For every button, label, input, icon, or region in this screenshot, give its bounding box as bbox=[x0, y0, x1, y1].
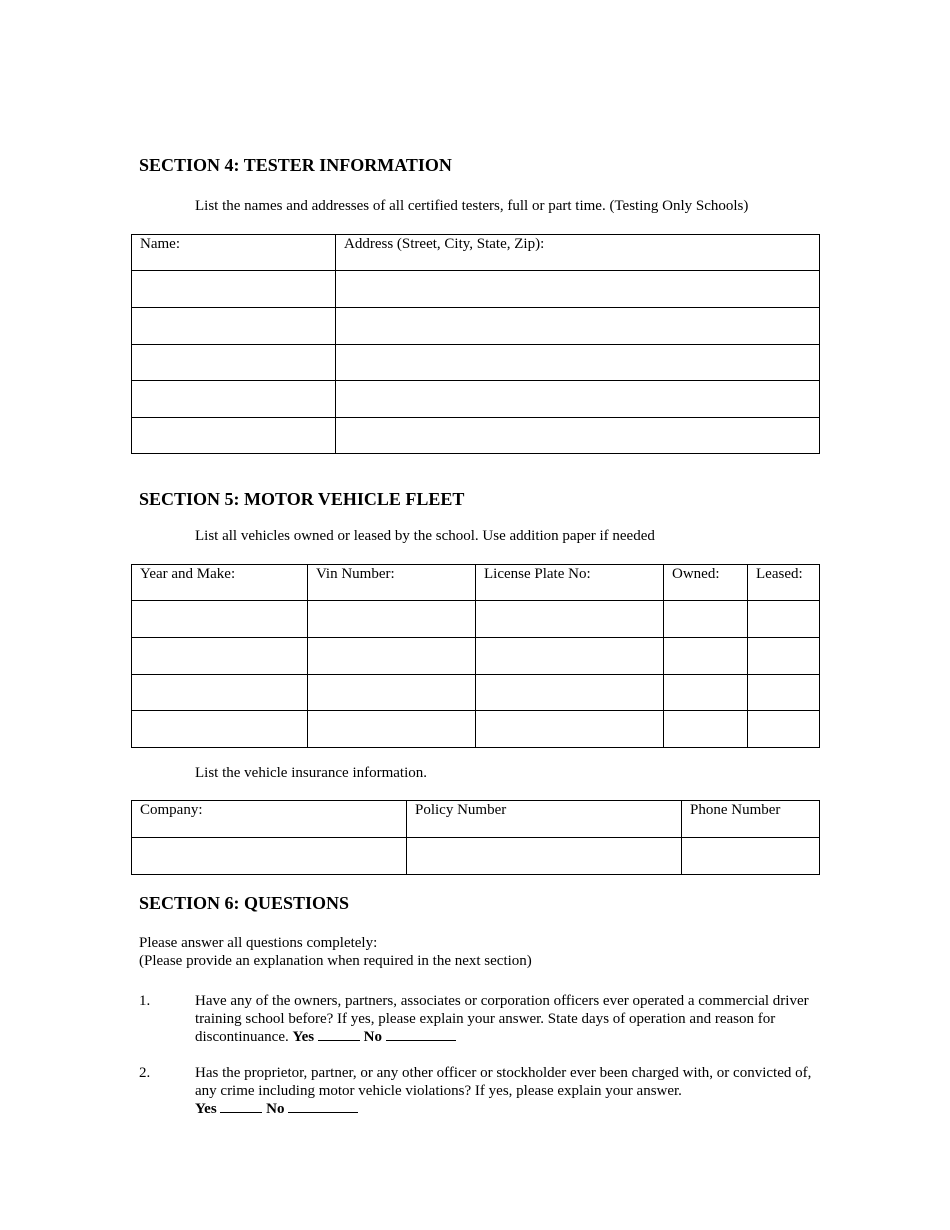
table-row bbox=[132, 271, 820, 308]
tester-table bbox=[131, 234, 820, 454]
column-header-vin: Vin Number: bbox=[308, 565, 476, 601]
column-header-year-make: Year and Make: bbox=[132, 565, 308, 601]
question-number: 2. bbox=[139, 1065, 151, 1081]
column-header-license-plate: License Plate No: bbox=[476, 565, 664, 601]
table-row bbox=[132, 418, 820, 454]
insurance-table bbox=[131, 800, 820, 875]
license-plate-field[interactable] bbox=[476, 675, 664, 711]
question-text-block bbox=[195, 1064, 815, 1118]
question-text-block bbox=[195, 992, 815, 1046]
table-row bbox=[132, 345, 820, 381]
tester-name-field[interactable] bbox=[132, 418, 336, 454]
column-header-leased: Leased: bbox=[748, 565, 820, 601]
vin-field[interactable] bbox=[308, 638, 476, 675]
license-plate-field[interactable] bbox=[476, 638, 664, 675]
leased-field[interactable] bbox=[748, 675, 820, 711]
company-field[interactable] bbox=[132, 838, 407, 875]
vehicle-fleet-table bbox=[131, 564, 820, 748]
leased-field[interactable] bbox=[748, 638, 820, 675]
tester-address-field[interactable] bbox=[336, 381, 820, 418]
section-4-instruction: List the names and addresses of all certified testers, full or part time. (Testing Only Schools) bbox=[195, 198, 749, 214]
tester-address-field[interactable] bbox=[336, 345, 820, 381]
tester-name-field[interactable] bbox=[132, 308, 336, 345]
table-row bbox=[132, 711, 820, 748]
table-row bbox=[132, 638, 820, 675]
table-row bbox=[132, 601, 820, 638]
section-6-heading: SECTION 6: QUESTIONS bbox=[139, 893, 350, 913]
question-2 bbox=[139, 1064, 819, 1120]
section-4-heading: SECTION 4: TESTER INFORMATION bbox=[139, 155, 452, 175]
yes-label: Yes bbox=[292, 1029, 315, 1045]
tester-name-field[interactable] bbox=[132, 345, 336, 381]
section-5-instruction: List all vehicles owned or leased by the school. Use addition paper if needed bbox=[195, 528, 655, 544]
table-header-row bbox=[132, 801, 820, 838]
year-make-field[interactable] bbox=[132, 638, 308, 675]
section-6-intro-line-1: Please answer all questions completely: bbox=[139, 935, 378, 951]
tester-address-field[interactable] bbox=[336, 271, 820, 308]
vin-field[interactable] bbox=[308, 675, 476, 711]
phone-number-field[interactable] bbox=[682, 838, 820, 875]
leased-field[interactable] bbox=[748, 711, 820, 748]
yes-label: Yes bbox=[195, 1101, 217, 1117]
column-header-policy-number: Policy Number bbox=[407, 801, 682, 838]
table-header-row bbox=[132, 565, 820, 601]
question-text: Have any of the owners, partners, associates or corporation officers ever operated a commercial driver training school before? If yes, please explain your answer. State days of operation and reason for discontinuance. bbox=[195, 993, 809, 1045]
insurance-instruction: List the vehicle insurance information. bbox=[195, 765, 428, 781]
owned-field[interactable] bbox=[664, 675, 748, 711]
yes-answer-blank[interactable] bbox=[318, 1028, 360, 1041]
table-header-row bbox=[132, 235, 820, 271]
tester-name-field[interactable] bbox=[132, 271, 336, 308]
owned-field[interactable] bbox=[664, 711, 748, 748]
table-row bbox=[132, 675, 820, 711]
question-1 bbox=[139, 992, 819, 1048]
license-plate-field[interactable] bbox=[476, 711, 664, 748]
tester-address-field[interactable] bbox=[336, 418, 820, 454]
column-header-company: Company: bbox=[132, 801, 407, 838]
question-number: 1. bbox=[139, 993, 151, 1009]
table-row bbox=[132, 838, 820, 875]
table-row bbox=[132, 381, 820, 418]
tester-address-field[interactable] bbox=[336, 308, 820, 345]
year-make-field[interactable] bbox=[132, 601, 308, 638]
year-make-field[interactable] bbox=[132, 711, 308, 748]
section-6-intro-line-2: (Please provide an explanation when required in the next section) bbox=[139, 953, 532, 969]
no-label: No bbox=[363, 1029, 382, 1045]
vin-field[interactable] bbox=[308, 711, 476, 748]
table-row bbox=[132, 308, 820, 345]
no-answer-blank[interactable] bbox=[386, 1028, 456, 1041]
column-header-name: Name: bbox=[132, 235, 336, 271]
column-header-phone-number: Phone Number bbox=[682, 801, 820, 838]
section-5-heading: SECTION 5: MOTOR VEHICLE FLEET bbox=[139, 489, 465, 509]
leased-field[interactable] bbox=[748, 601, 820, 638]
yes-answer-blank[interactable] bbox=[220, 1100, 262, 1113]
license-plate-field[interactable] bbox=[476, 601, 664, 638]
column-header-owned: Owned: bbox=[664, 565, 748, 601]
no-label: No bbox=[266, 1101, 285, 1117]
vin-field[interactable] bbox=[308, 601, 476, 638]
policy-number-field[interactable] bbox=[407, 838, 682, 875]
owned-field[interactable] bbox=[664, 601, 748, 638]
owned-field[interactable] bbox=[664, 638, 748, 675]
question-text: Has the proprietor, partner, or any other officer or stockholder ever been charged with, or convicted of, any crime including motor vehicle violations? If yes, please explain your answer. bbox=[195, 1065, 812, 1099]
tester-name-field[interactable] bbox=[132, 381, 336, 418]
year-make-field[interactable] bbox=[132, 675, 308, 711]
no-answer-blank[interactable] bbox=[288, 1100, 358, 1113]
column-header-address: Address (Street, City, State, Zip): bbox=[336, 235, 820, 271]
